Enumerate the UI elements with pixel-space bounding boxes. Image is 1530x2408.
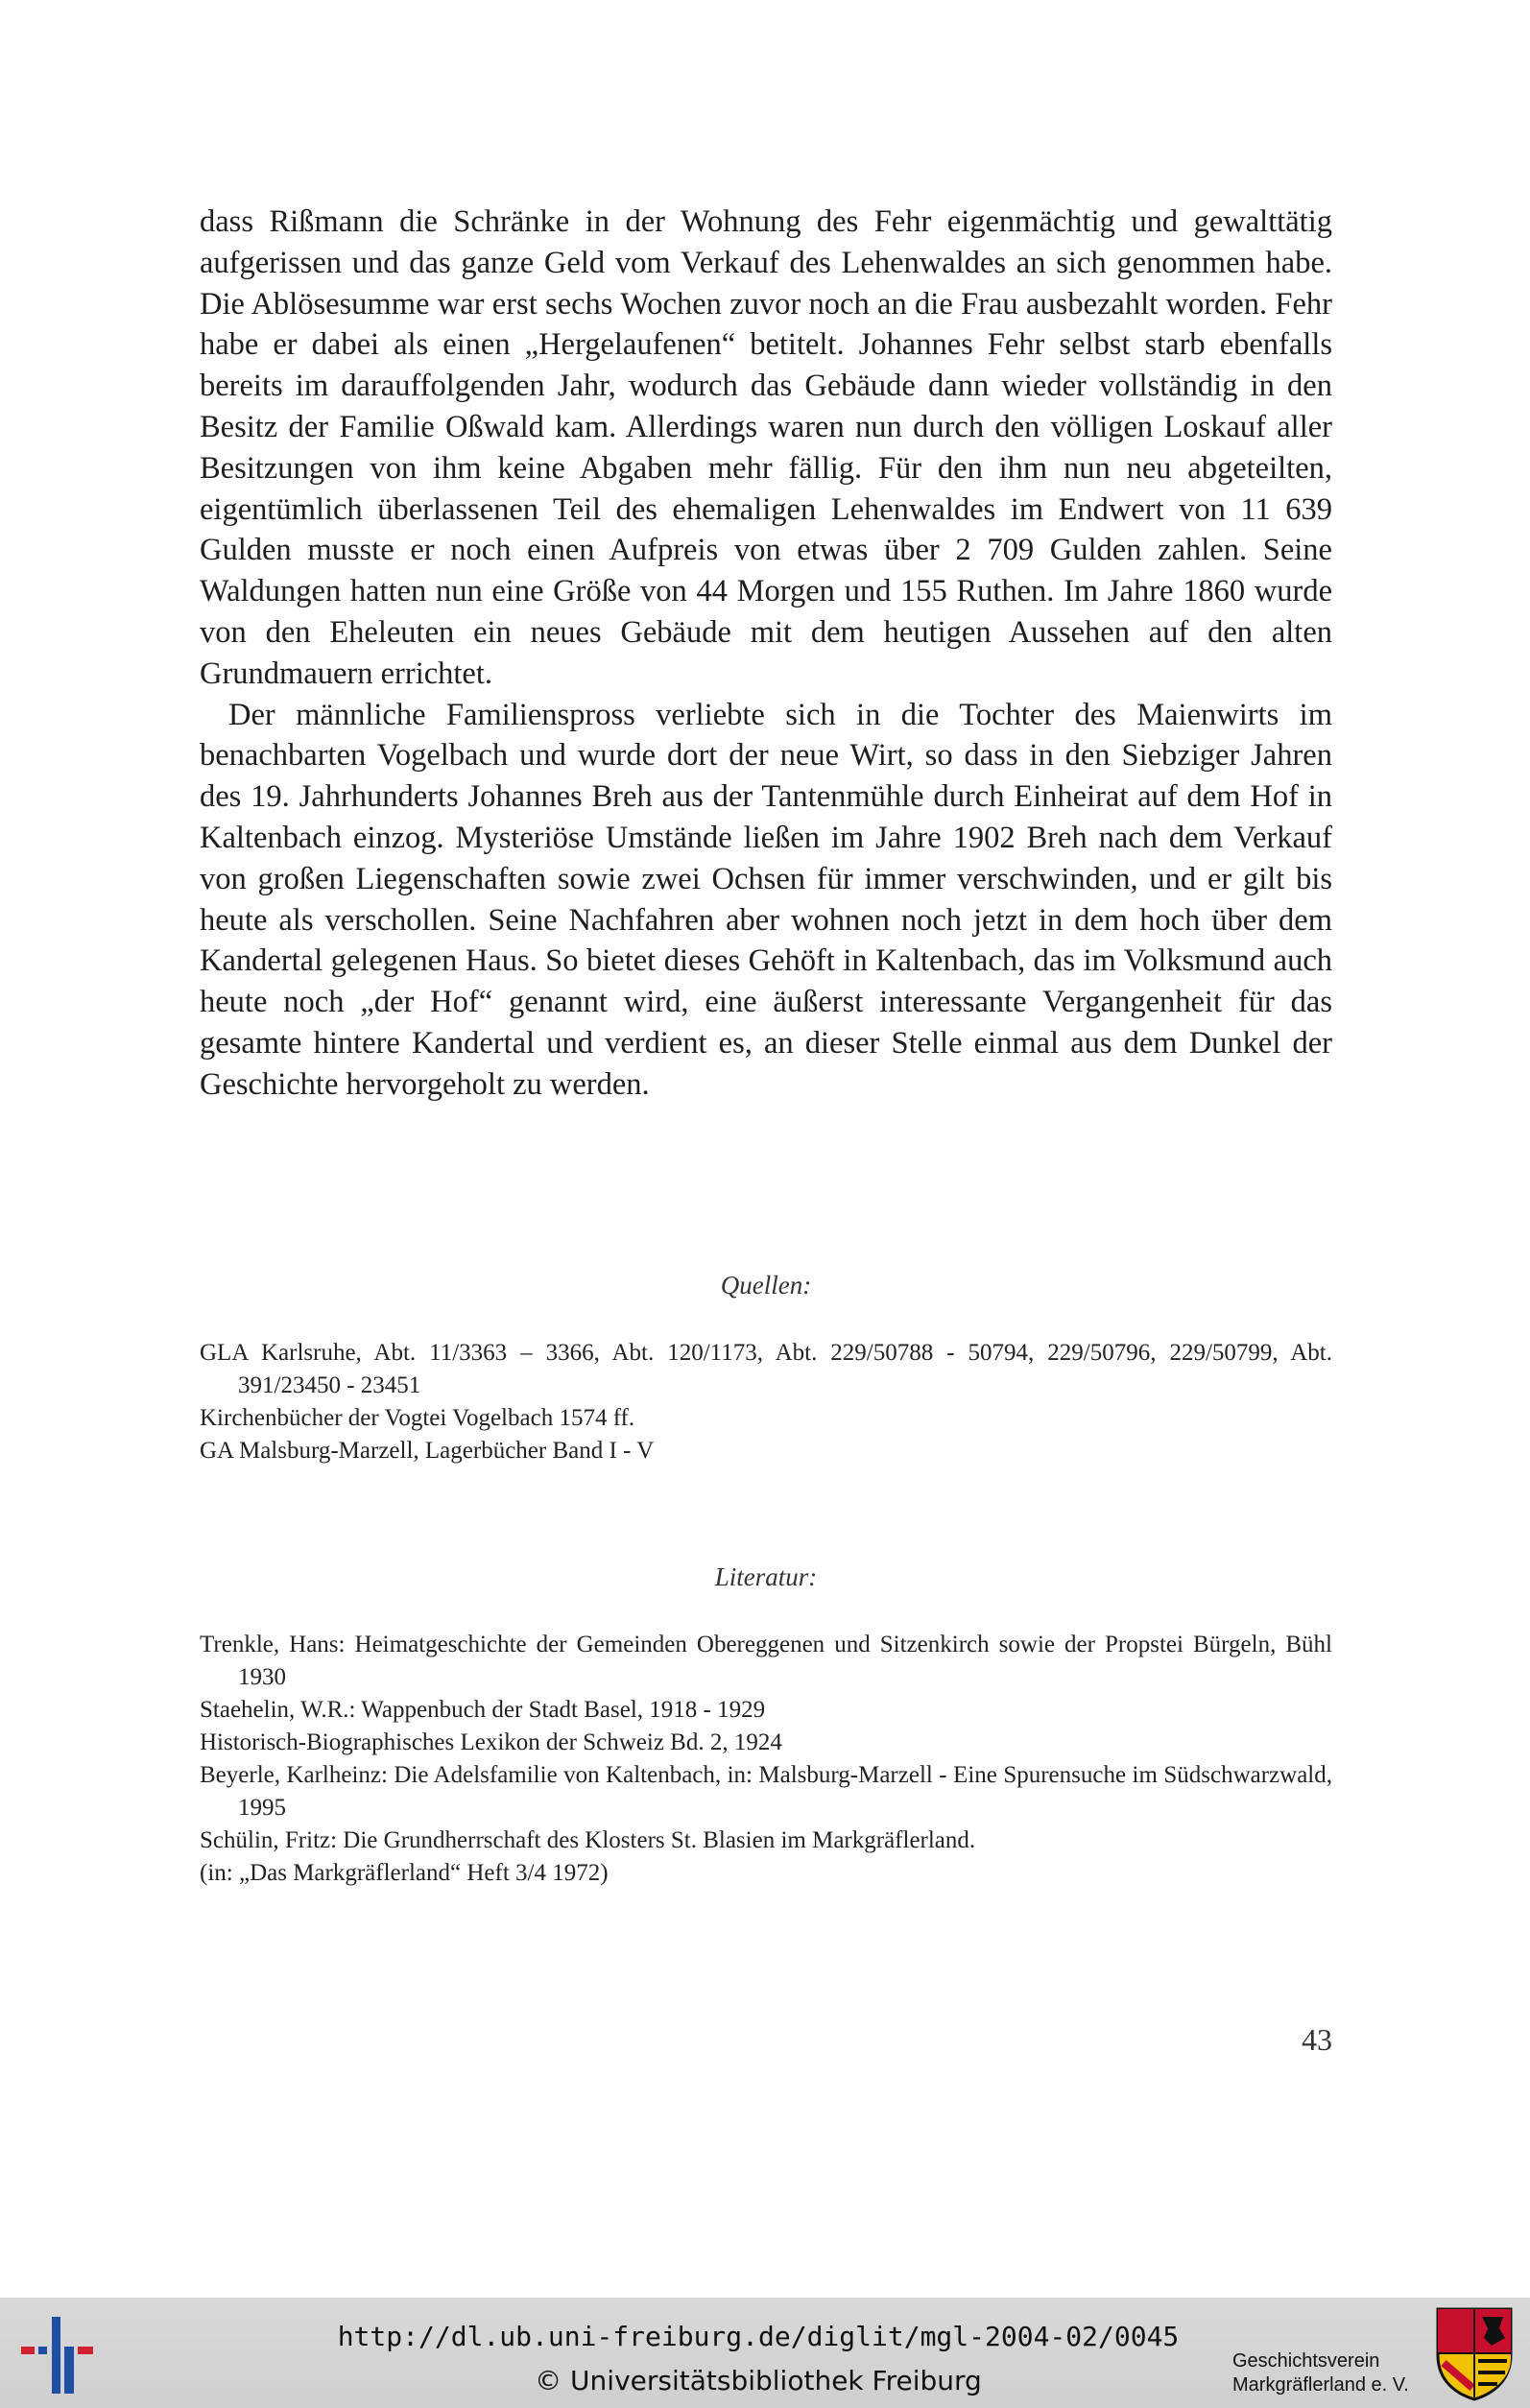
paragraph-2: Der männliche Familienspross verliebte sich in die Tochter des Maienwirts im benachbarten Vogelbach und wurde dort der neue Wirt, so dass in den Siebziger Jahren des 19. Jahrhunderts Johannes Breh aus der Tantenmühle durch Einheirat auf dem Hof in Kaltenbach einzog. Mysteriöse Umstände ließen im Jahre 1902 Breh nach dem Verkauf von großen Liegenschaften sowie zwei Ochsen für immer verschwinden, und er gilt bis heute als verschollen. Seine Nachfahren aber wohnen noch jetzt in dem hoch über dem Kandertal gelegenen Haus. So bietet dieses Gehöft in Kaltenbach, das im Volksmund auch heute noch „der Hof“ genannt wird, eine äußerst interessante Vergangenheit für das gesamte hintere Kandertal und verdient es, an dieser Stelle einmal aus dem Dunkel der Geschichte hervorgeholt zu werden. — [200, 697, 1332, 1102]
sources-entry: Kirchenbücher der Vogtei Vogelbach 1574 ff. — [200, 1405, 635, 1431]
literature-entry: (in: „Das Markgräflerland“ Heft 3/4 1972) — [200, 1860, 609, 1886]
page-number: 43 — [1302, 2022, 1332, 2057]
coat-of-arms-icon[interactable] — [1434, 2305, 1515, 2401]
footer-copyright: © Universitätsbibliothek Freiburg — [535, 2365, 982, 2396]
sources-entry: GA Malsburg-Marzell, Lagerbücher Band I - V — [200, 1438, 655, 1464]
body-text — [200, 202, 1332, 1106]
footer-url-link[interactable]: http://dl.ub.uni-freiburg.de/diglit/mgl-2004-02/0045 — [337, 2321, 1180, 2352]
society-name[interactable] — [1232, 2349, 1424, 2397]
literature-list — [200, 1629, 1332, 1890]
literature-entry: Staehelin, W.R.: Wappenbuch der Stadt Basel, 1918 - 1929 — [200, 1697, 766, 1723]
literature-entry: Trenkle, Hans: Heimatgeschichte der Gemeinden Obereggenen und Sitzenkirch sowie der Propstei Bürgeln, Bühl 1930 — [200, 1632, 1332, 1690]
literature-entry: Beyerle, Karlheinz: Die Adelsfamilie von Kaltenbach, in: Malsburg-Marzell - Eine Spurensuche im Südschwarzwald, 1995 — [200, 1762, 1332, 1821]
society-name-line2: Markgräflerland e. V. — [1232, 2374, 1409, 2396]
literature-entry: Schülin, Fritz: Die Grundherrschaft des Klosters St. Blasien im Markgräflerland. — [200, 1827, 976, 1853]
paragraph-1: dass Rißmann die Schränke in der Wohnung des Fehr eigenmächtig und gewalttätig aufgerissen und das ganze Geld vom Verkauf des Lehenwaldes an sich genommen habe. Die Ablösesumme war erst sechs Wochen zuvor noch an die Frau ausbezahlt worden. Fehr habe er dabei als einen „Hergelaufenen“ betitelt. Johannes Fehr selbst starb ebenfalls bereits im darauffolgenden Jahr, wodurch das Gebäude dann wieder vollständig in den Besitz der Familie Oßwald kam. Allerdings waren nun durch den völligen Loskauf aller Besitzungen von ihm keine Abgaben mehr fällig. Für den ihm nun neu abgeteilten, eigentümlich überlassenen Teil des ehemaligen Lehenwaldes im Endwert von 11 639 Gulden musste er noch einen Aufpreis von etwas über 2 709 Gulden zahlen. Seine Waldungen hatten nun eine Größe von 44 Morgen und 155 Ruthen. Im Jahre 1860 wurde von den Eheleuten ein neues Gebäude mit dem heutigen Aussehen auf den alten Grundmauern errichtet. — [200, 204, 1332, 691]
literature-heading: Literatur: — [714, 1562, 818, 1591]
sources-entry: GLA Karlsruhe, Abt. 11/3363 – 3366, Abt. 120/1173, Abt. 229/50788 - 50794, 229/50796, 229/50799, Abt. 391/23450 - 23451 — [200, 1340, 1332, 1398]
literature-entry: Historisch-Biographisches Lexikon der Schweiz Bd. 2, 1924 — [200, 1729, 782, 1755]
sources-heading: Quellen: — [720, 1271, 812, 1299]
sources-list — [200, 1337, 1332, 1467]
ub-freiburg-logo-icon[interactable] — [17, 2311, 98, 2397]
society-name-line1: Geschichtsverein — [1232, 2350, 1380, 2372]
